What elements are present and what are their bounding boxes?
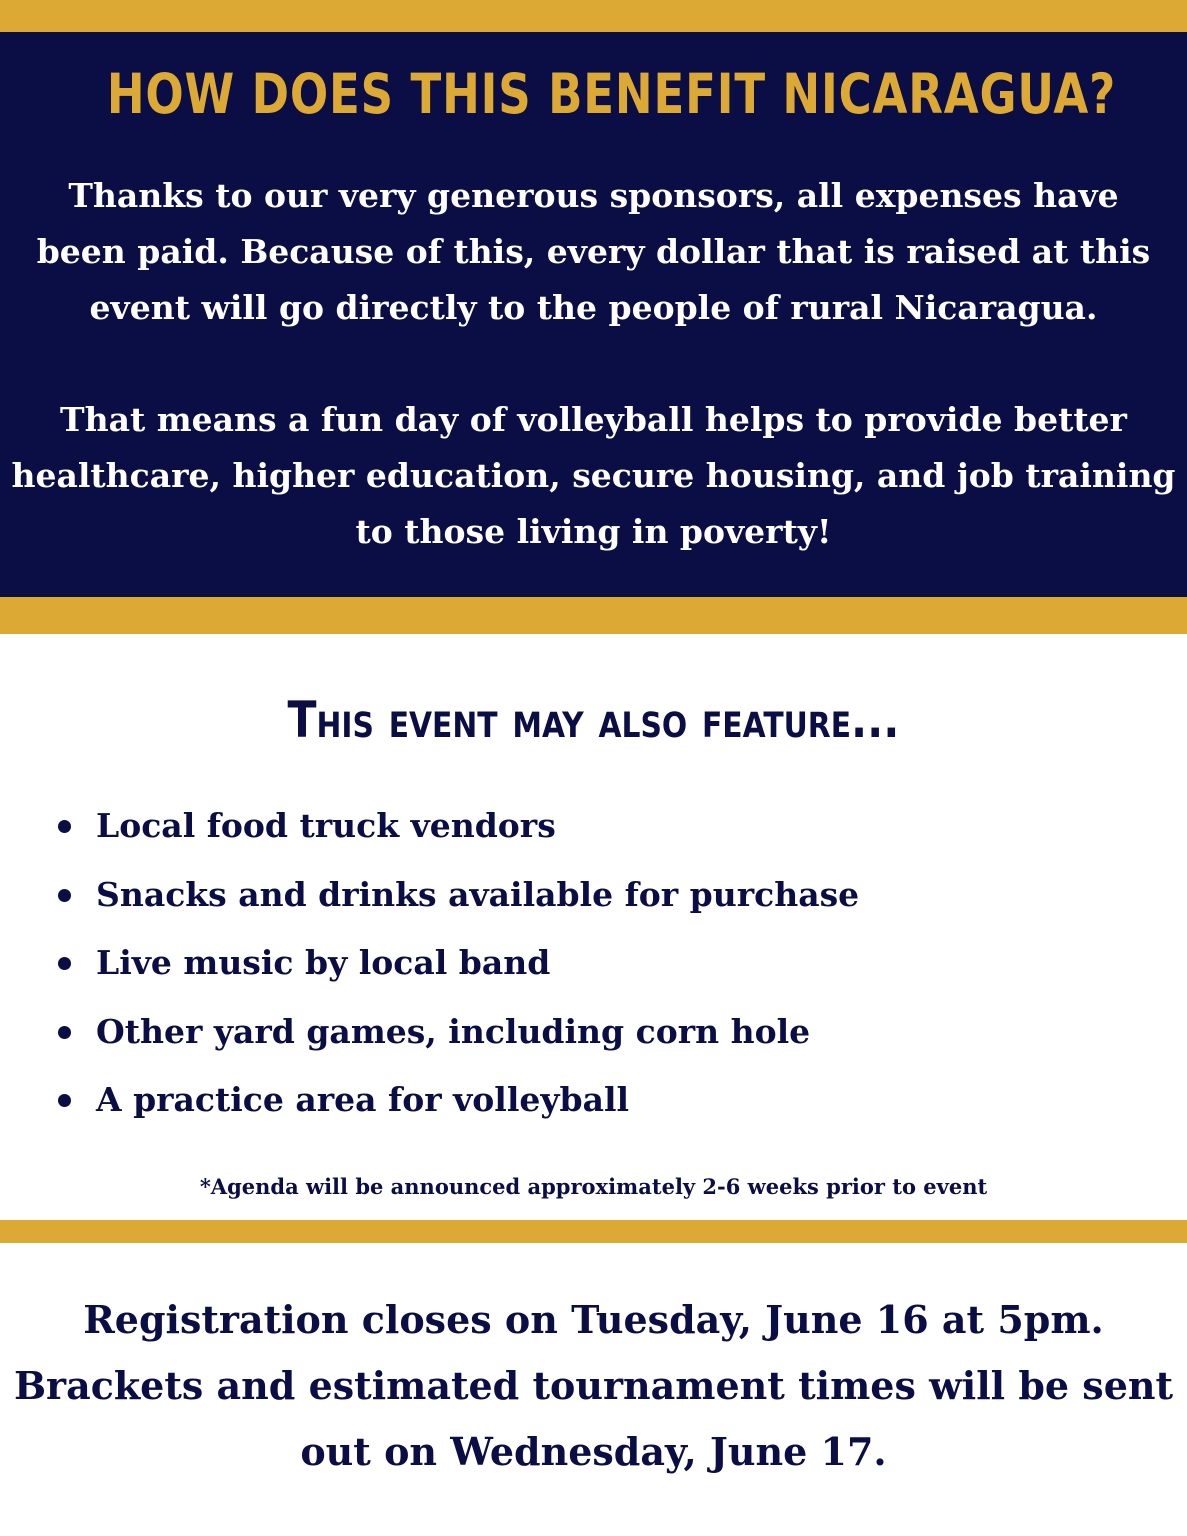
feature-text: Live music by local band <box>96 943 551 982</box>
impact-paragraph <box>0 392 1187 560</box>
agenda-note: *Agenda will be announced approximately 2-6 weeks prior to event <box>199 1174 988 1199</box>
lower-gold-stripe <box>0 1220 1187 1243</box>
features-list <box>0 792 1187 1135</box>
sponsor-paragraph <box>0 168 1187 336</box>
feature-text: Other yard games, including corn hole <box>96 1011 811 1051</box>
benefit-heading: HOW DOES THIS BENEFIT NICARAGUA? <box>106 62 1117 126</box>
bullet-icon <box>58 957 71 970</box>
middle-gold-stripe <box>0 597 1187 634</box>
registration-line-2: Brackets and estimated tournament times will be sent <box>13 1363 1174 1408</box>
bullet-icon <box>58 820 71 833</box>
features-heading: This event may also feature... <box>287 691 900 749</box>
list-item <box>0 861 1187 930</box>
bullet-icon <box>58 1094 71 1107</box>
top-gold-stripe <box>0 0 1187 32</box>
feature-text: Snacks and drinks available for purchase <box>96 874 860 914</box>
bullet-icon <box>58 1026 71 1039</box>
registration-notice <box>0 1287 1187 1485</box>
registration-line-1: Registration closes on Tuesday, June 16 at 5pm. <box>83 1297 1104 1342</box>
list-item <box>0 998 1187 1067</box>
list-item <box>0 792 1187 861</box>
feature-text: A practice area for volleyball <box>96 1080 630 1119</box>
registration-line-3: out on Wednesday, June 17. <box>300 1429 887 1474</box>
feature-text: Local food truck vendors <box>96 806 556 845</box>
impact-line-1: That means a fun day of volleyball helps to provide better <box>60 400 1127 439</box>
list-item <box>0 929 1187 998</box>
sponsor-line-3: event will go directly to the people of rural Nicaragua. <box>89 288 1098 327</box>
impact-line-3: to those living in poverty! <box>355 512 832 551</box>
sponsor-line-2: been paid. Because of this, every dollar that is raised at this <box>36 232 1151 271</box>
impact-line-2: healthcare, higher education, secure housing, and job training <box>11 456 1176 495</box>
bullet-icon <box>58 889 71 902</box>
list-item <box>0 1066 1187 1135</box>
sponsor-line-1: Thanks to our very generous sponsors, all expenses have <box>68 176 1119 215</box>
